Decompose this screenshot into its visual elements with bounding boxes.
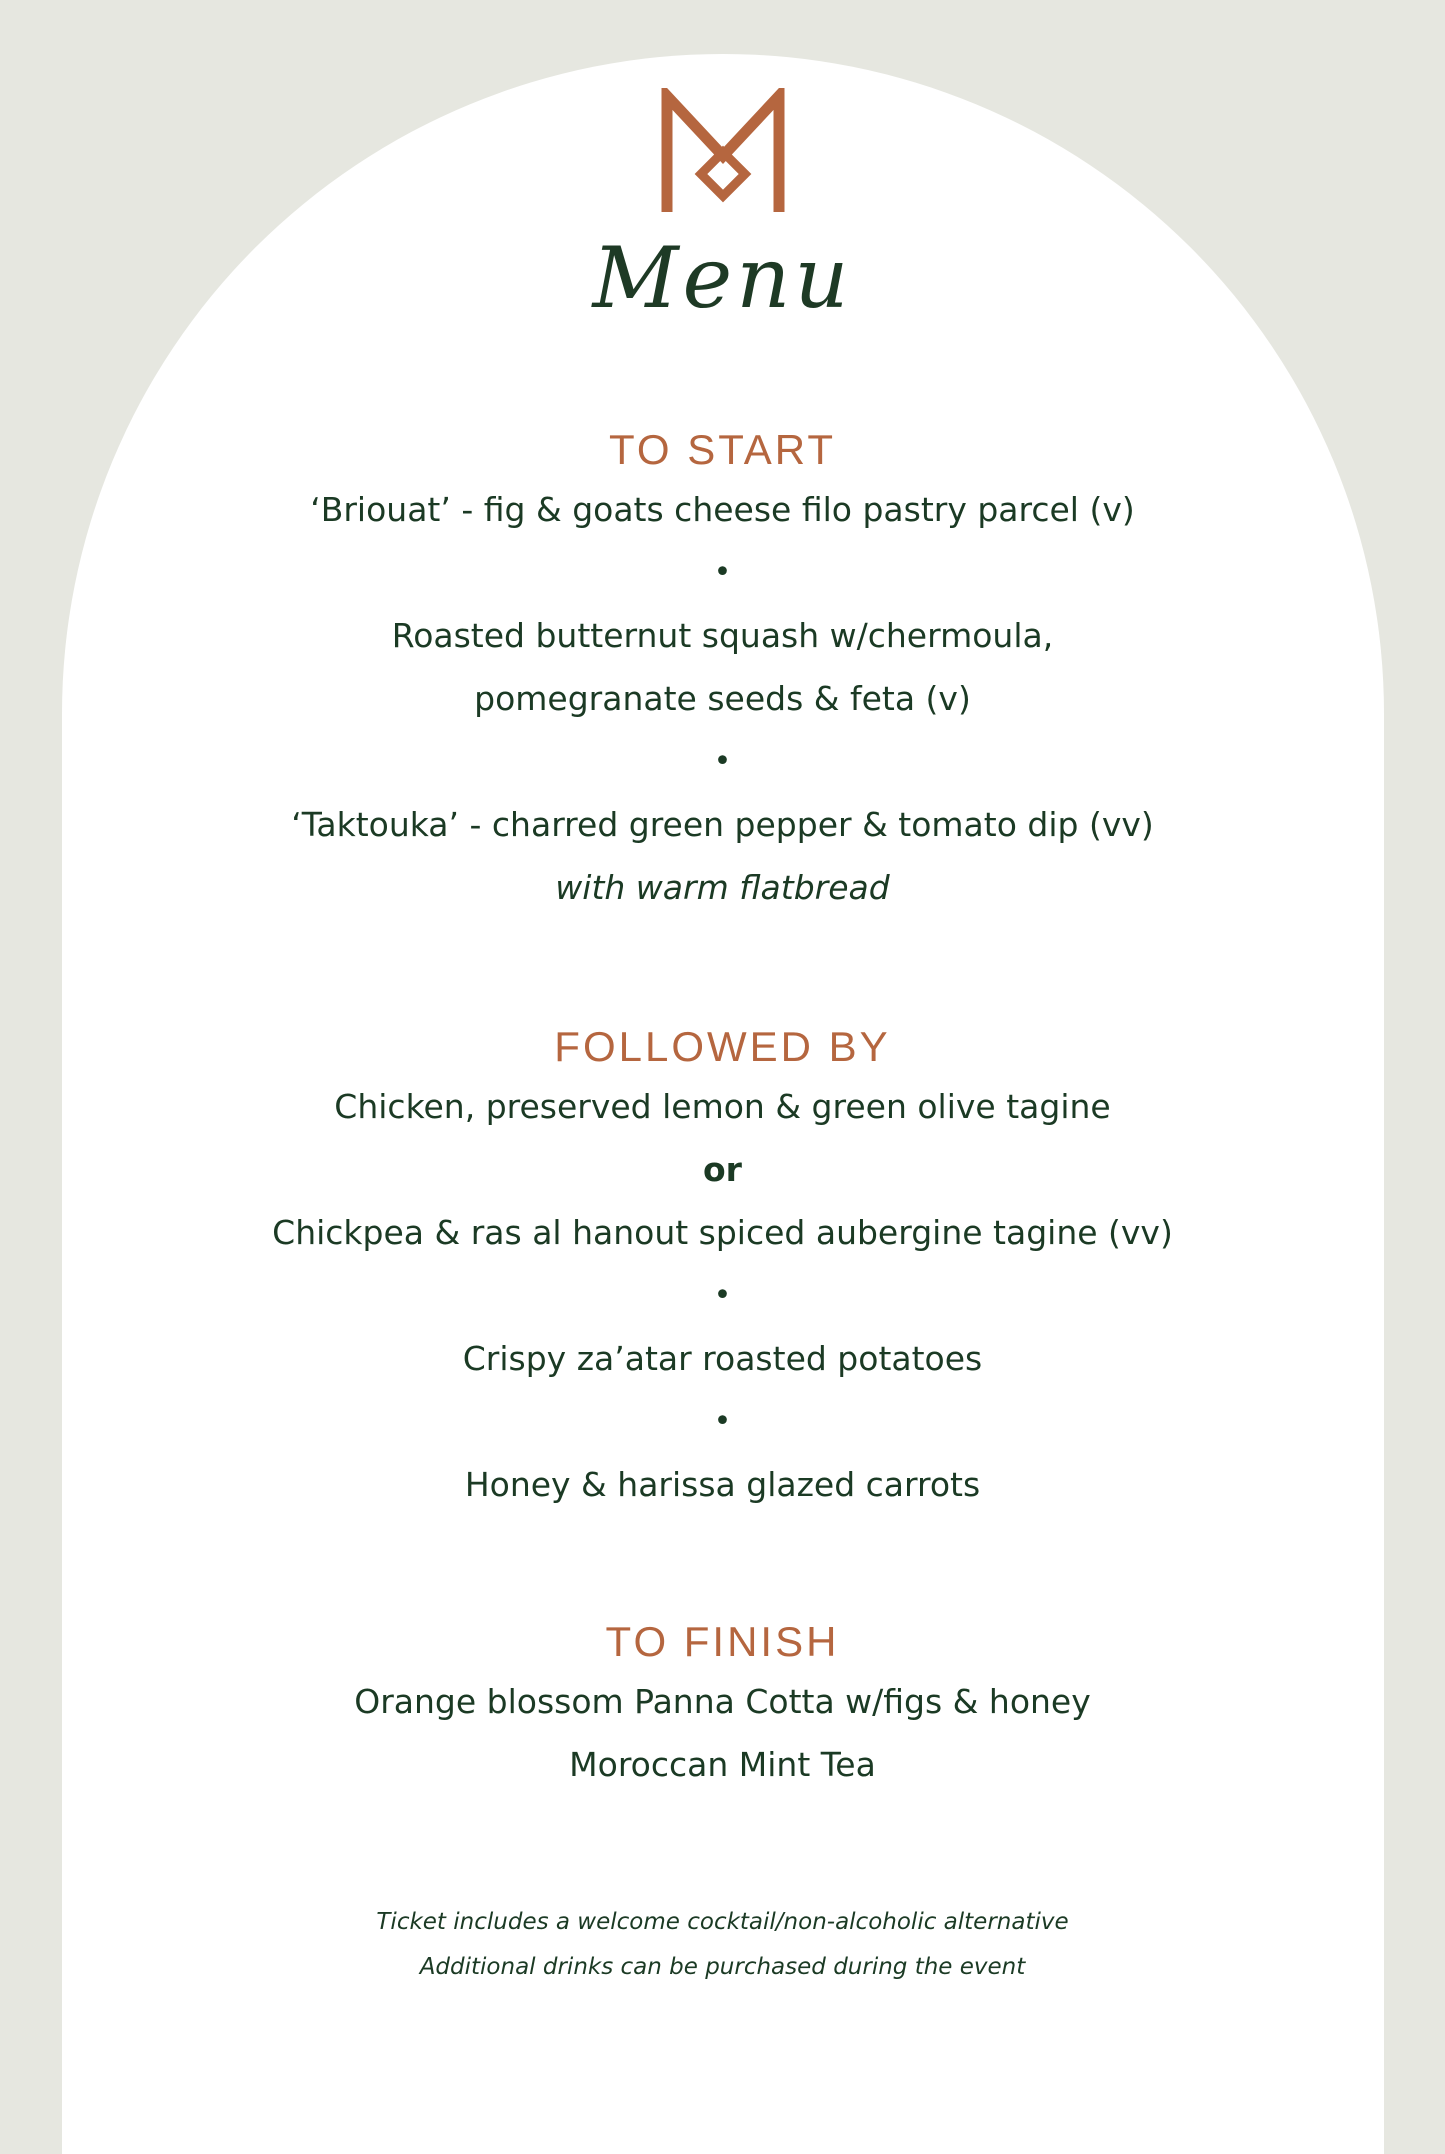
dish-taktouka-note: with warm flatbread <box>555 868 890 907</box>
section-heading-to-start: TO START <box>608 426 837 473</box>
dish-chickpea-tagine: Chickpea & ras al hanout spiced aubergine tagine (vv) <box>272 1213 1173 1252</box>
dish-panna-cotta: Orange blossom Panna Cotta w/figs & honey <box>354 1682 1091 1721</box>
dish-carrots: Honey & harissa glazed carrots <box>464 1465 981 1504</box>
m-diamond-monogram-icon <box>657 88 789 212</box>
section-heading-to-finish: TO FINISH <box>605 1618 840 1665</box>
dish-separator: • <box>713 744 732 779</box>
section-to-start <box>0 422 1445 919</box>
dish-butternut-line1: Roasted butternut squash w/chermoula, <box>391 616 1054 655</box>
dish-mint-tea: Moroccan Mint Tea <box>569 1745 876 1784</box>
dish-separator: • <box>713 555 732 590</box>
footnote-line-1: Ticket includes a welcome cocktail/non-alcoholic alternative <box>376 1909 1069 1935</box>
menu-title: Menu <box>592 229 853 327</box>
section-to-finish <box>0 1614 1445 1796</box>
section-followed-by <box>0 1019 1445 1516</box>
footnote-line-2: Additional drinks can be purchased during the event <box>419 1954 1026 1980</box>
dish-taktouka: ‘Taktouka’ - charred green pepper & tomato dip (vv) <box>291 805 1154 844</box>
dish-separator: • <box>713 1278 732 1313</box>
dish-butternut-line2: pomegranate seeds & feta (v) <box>474 679 971 718</box>
section-heading-followed-by: FOLLOWED BY <box>554 1023 891 1070</box>
dish-potatoes: Crispy za’atar roasted potatoes <box>462 1339 983 1378</box>
dish-briouat: ‘Briouat’ - fig & goats cheese filo pastry parcel (v) <box>310 490 1135 529</box>
dish-chicken-tagine: Chicken, preserved lemon & green olive tagine <box>334 1087 1111 1126</box>
choice-or: or <box>703 1150 742 1189</box>
footnote <box>0 1900 1445 1990</box>
dish-separator: • <box>713 1404 732 1439</box>
